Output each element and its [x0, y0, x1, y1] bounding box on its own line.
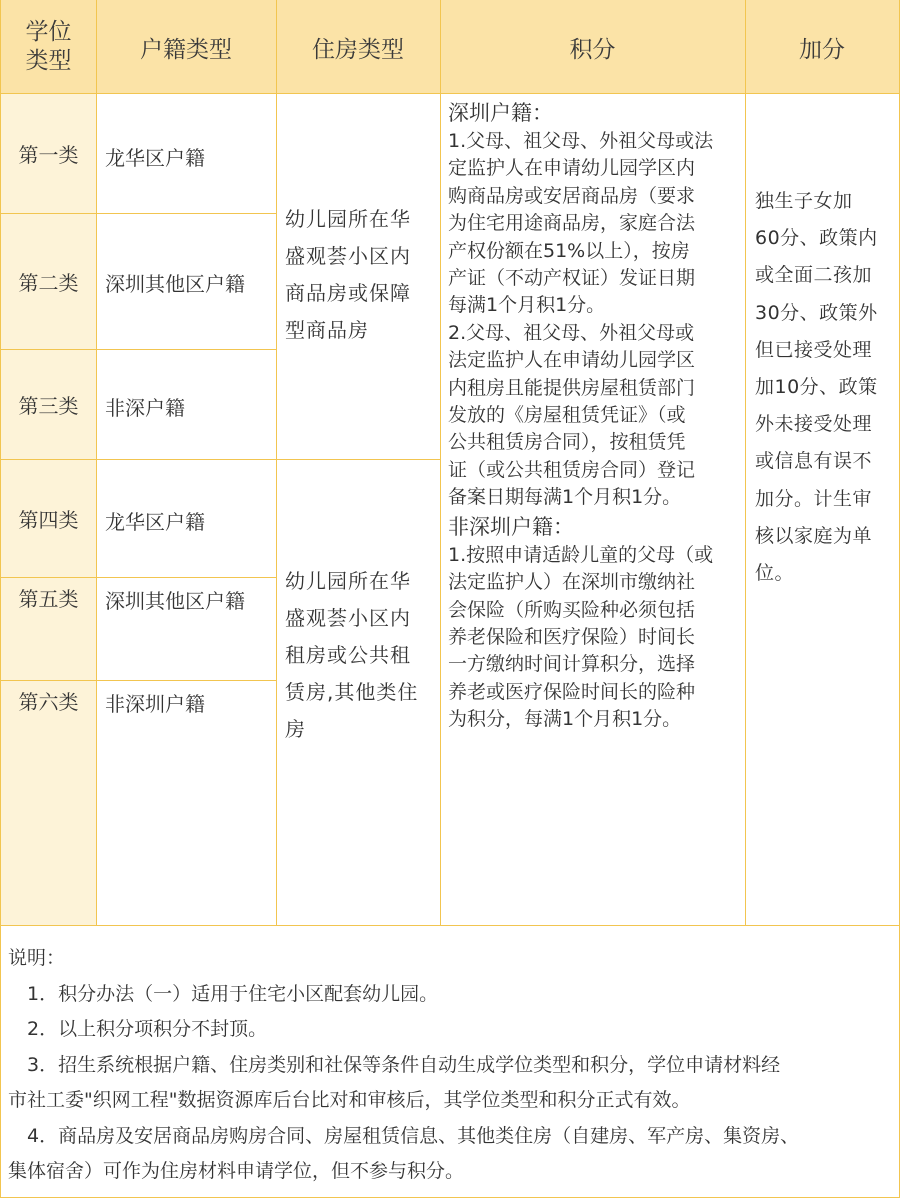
points-shenzhen-line: 2.父母、祖父母、外祖父母或: [448, 321, 695, 344]
points-non-shenzhen-line: 为积分，每满1个月积1分。: [448, 708, 682, 731]
category-3: 第三类: [1, 349, 96, 459]
huji-type-3: 非深户籍: [105, 396, 185, 420]
points-shenzhen-line: 公共租赁房合同），按租赁凭: [448, 431, 686, 454]
points-non-shenzhen-line: 法定监护人）在深圳市缴纳社: [448, 571, 696, 594]
points-shenzhen-line: 内租房且能提供房屋租赁部门: [448, 376, 696, 399]
category-4: 第四类: [1, 459, 96, 577]
points-non-shenzhen-line: 养老保险和医疗保险）时间长: [448, 625, 696, 648]
points-shenzhen-line: 每满1个月积1分。: [448, 294, 606, 317]
notes-title: 说明：: [8, 947, 66, 969]
points-shenzhen-title: 深圳户籍：: [448, 101, 553, 125]
header-degree-type-line1: 学位: [25, 19, 72, 45]
huji-type-6: 非深圳户籍: [105, 692, 205, 716]
note-line: 2．以上积分项积分不封顶。: [8, 1018, 268, 1040]
category-2: 第二类: [1, 213, 96, 349]
points-shenzhen-line: 1.父母、祖父母、外祖父母或法: [448, 130, 714, 152]
header-housing-type: 住房类型: [276, 0, 440, 94]
header-degree-type: [1, 0, 96, 94]
huji-type-1: 龙华区户籍: [105, 146, 205, 170]
points-shenzhen-line: 证（或公共租赁房合同）登记: [448, 458, 696, 481]
points-shenzhen-line: 产权份额在51%以上），按房: [448, 239, 690, 262]
category-1: 第一类: [1, 94, 96, 213]
points-non-shenzhen-line: 养老或医疗保险时间长的险种: [448, 680, 696, 703]
points-shenzhen-line: 定监护人在申请幼儿园学区内: [448, 157, 696, 180]
points-non-shenzhen-title: 非深圳户籍：: [448, 514, 574, 539]
points-non-shenzhen-line: 一方缴纳时间计算积分，选择: [448, 653, 696, 676]
category-5: 第五类: [1, 577, 96, 680]
note-line: 市社工委"织网工程"数据资源库后台比对和审核后，其学位类型和积分正式有效。: [8, 1089, 691, 1111]
note-line: 1．积分办法（一）适用于住宅小区配套幼儿园。: [8, 982, 439, 1005]
header-bonus: 加分: [745, 0, 899, 94]
points-shenzhen-line: 备案日期每满1个月积1分。: [448, 486, 682, 509]
huji-type-4: 龙华区户籍: [105, 510, 205, 534]
header-huji-type: 户籍类型: [96, 0, 276, 94]
huji-type-5: 深圳其他区户籍: [105, 589, 245, 613]
header-points: 积分: [440, 0, 745, 94]
points-non-shenzhen-line: 1.按照申请适龄儿童的父母（或: [448, 543, 714, 566]
category-6: 第六类: [1, 680, 96, 926]
bonus-rules: 独生子女加 60分、政策内 或全面二孩加 30分、政策外 但已接受处理 加10分、政策 外未接受处理 或信息有误不 加分。计生审 核以家庭为单 位。: [755, 190, 878, 585]
points-shenzhen-line: 法定监护人在申请幼儿园学区: [448, 349, 696, 372]
points-non-shenzhen-line: 会保险（所购买险种必须包括: [448, 598, 696, 621]
points-shenzhen-line: 发放的《房屋租赁凭证》（或: [448, 404, 686, 427]
housing-type-rental: 幼儿园所在华 盛观荟小区内 租房或公共租 赁房,其他类住 房: [285, 569, 419, 741]
housing-type-purchase: 幼儿园所在华 盛观荟小区内 商品房或保障 型商品房: [285, 207, 411, 342]
header-degree-type-line2: 类型: [25, 48, 72, 74]
notes-section: [8, 941, 892, 1190]
note-line: 4．商品房及安居商品房购房合同、房屋租赁信息、其他类住房（自建房、军产房、集资房、: [8, 1124, 800, 1147]
points-shenzhen-line: 产证（不动产权证）发证日期: [448, 267, 696, 290]
points-rules: [448, 98, 744, 734]
points-shenzhen-line: 购商品房或安居商品房（要求: [448, 184, 696, 207]
points-shenzhen-line: 为住宅用途商品房，家庭合法: [448, 212, 696, 235]
note-line: 集体宿舍）可作为住房材料申请学位，但不参与积分。: [8, 1160, 465, 1182]
note-line: 3．招生系统根据户籍、住房类别和社保等条件自动生成学位类型和积分，学位申请材料经: [8, 1053, 781, 1076]
huji-type-2: 深圳其他区户籍: [105, 272, 245, 296]
